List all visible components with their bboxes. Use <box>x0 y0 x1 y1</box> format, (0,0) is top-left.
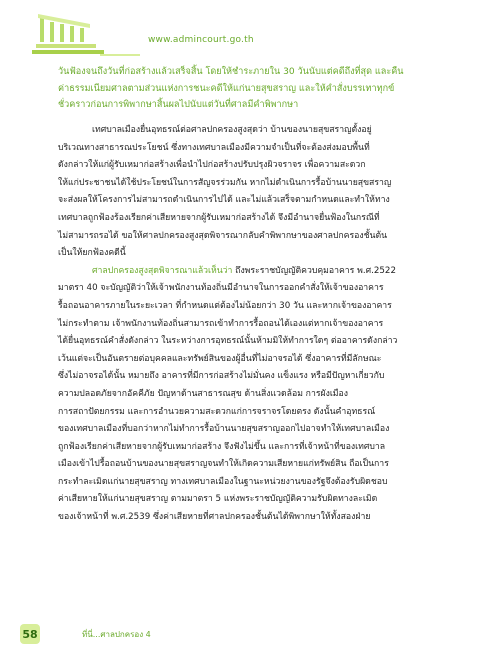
paragraph-appeal <box>58 122 460 263</box>
text-line: เทศบาลเมืองยื่นอุทธรณ์ต่อศาลปกครองสูงสุดว่า บ้านของนายสุขสราญตั้งอยู่ <box>92 125 372 135</box>
text-line: ซึ่งไม่อาจรอได้นั้น หมายถึง อาคารที่มีการก่อสร้างไม่มั่นคง แข็งแรง หรือมีปัญหาเกี่ยวกับ <box>58 371 385 382</box>
text-line: เทศบาลถูกฟ้องร้องเรียกค่าเสียหายจากผู้รับเหมาก่อสร้างได้ จึงมีอำนาจยื่นฟ้องในกรณีที่ <box>58 212 380 223</box>
text-line: ดังกล่าวให้แก่ผู้รับเหมาก่อสร้างเพื่อนำไปก่อสร้างปรับปรุงผิวจราจร เพื่อความสะดวก <box>58 160 366 171</box>
text-line: ให้แก่ประชาชนได้ใช้ประโยชน์ในการสัญจรร่วมกัน หากไม่ดำเนินการรื้อบ้านนายสุขสราญ <box>58 177 392 188</box>
text-line: เมืองเข้าไปรื้อถอนบ้านของนายสุขสราญจนทำให้เกิดความเสียหายแก่ทรัพย์สิน ถือเป็นการ <box>58 459 389 470</box>
text-line: รื้อถอนอาคารภายในระยะเวลา ที่กำหนดแต่ต้องไม่น้อยกว่า 30 วัน และหากเจ้าของอาคาร <box>58 300 392 311</box>
footer-title: ที่นี่...ศาลปกครอง 4 <box>82 630 151 639</box>
page-footer <box>20 624 280 644</box>
paragraph-ruling <box>58 263 460 527</box>
text-line: กระทำละเมิดแก่นายสุขสราญ ทางเทศบาลเมืองในฐานะหน่วยงานของรัฐจึงต้องรับผิดชอบ <box>58 476 388 487</box>
site-url[interactable]: www.admincourt.go.th <box>148 35 254 45</box>
text-line <box>58 263 460 281</box>
ruling-highlight: ศาลปกครองสูงสุดพิจารณาแล้วเห็นว่า <box>92 265 233 276</box>
intro-line: ชั่วคราวก่อนการพิพากษาสิ้นผลไปนับแต่วันที่ศาลมีคำพิพากษา <box>58 100 299 110</box>
text-line: ถูกฟ้องเรียกค่าเสียหายจากผู้รับเหมาก่อสร้าง จึงฟังไม่ขึ้น และการที่เจ้าหน้าที่ของเทศบาล <box>58 441 386 452</box>
text-line: จะส่งผลให้โครงการไม่สามารถดำเนินการไปได้ และไม่แล้วเสร็จตามกำหนดและทำให้ทาง <box>58 195 390 206</box>
intro-line: วันฟ้องจนถึงวันที่ก่อสร้างแล้วเสร็จสิ้น โดยให้ชำระภายใน 30 วันนับแต่คดีถึงที่สุด และคืน <box>58 67 404 77</box>
text-line: การสถาปัตยกรรม และการอำนวยความสะดวกแก่การจราจรโดยตรง ดังนั้นคำอุทธรณ์ <box>58 406 376 417</box>
text-line: เว้นแต่จะเป็นอันตรายต่อบุคคลและทรัพย์สินของผู้อื่นที่ไม่อาจรอได้ ซึ่งอาคารที่มีลักษณะ <box>58 353 382 364</box>
page-number: 58 <box>20 624 40 644</box>
intro-summary <box>58 64 458 114</box>
court-logo-icon <box>30 14 140 60</box>
text-line: เป็นให้ยกฟ้องคดีนี้ <box>58 248 126 259</box>
text-line: มาตรา 40 จะบัญญัติว่าให้เจ้าพนักงานท้องถิ่นมีอำนาจในการออกคำสั่งให้เจ้าของอาคาร <box>58 283 384 294</box>
intro-line: ค่าธรรมเนียมศาลตามส่วนแห่งการชนะคดีให้แก่นายสุขสราญ และให้คำสั่งบรรเทาทุกข์ <box>58 83 395 94</box>
text-line: ของเจ้าหน้าที่ พ.ศ.2539 ซึ่งค่าเสียหายที่ศาลปกครองชั้นต้นได้พิพากษาให้ทั้งสองฝ่าย <box>58 512 371 523</box>
text-line: ความปลอดภัยจากอัคคีภัย ปัญหาด้านสาธารณสุข ด้านสิ่งแวดล้อม การผังเมือง <box>58 388 348 399</box>
court-logo <box>30 14 140 60</box>
text-line: ค่าเสียหายให้แก่นายสุขสราญ ตามมาตรา 5 แห่งพระราชบัญญัติความรับผิดทางละเมิด <box>58 494 378 505</box>
body-content <box>58 122 460 527</box>
text-line: บริเวณทางสาธารณประโยชน์ ซึ่งทางเทศบาลเมืองมีความจำเป็นที่จะต้องส่งมอบพื้นที่ <box>58 142 370 153</box>
text-line: ไม่กระทำตาม เจ้าพนักงานท้องถิ่นสามารถเข้าทำการรื้อถอนได้เองแต่หากเจ้าของอาคาร <box>58 318 384 329</box>
ruling-first-rest: ถึงพระราชบัญญัติควบคุมอาคาร พ.ศ.2522 <box>232 265 396 276</box>
text-line: ไม่สามารถรอได้ ขอให้ศาลปกครองสูงสุดพิจารณากลับคำพิพากษาของศาลปกครองชั้นต้น <box>58 230 388 241</box>
text-line: ของเทศบาลเมืองที่บอกว่าหากไม่ทำการรื้อบ้านนายสุขสราญออกไปอาจทำให้เทศบาลเมือง <box>58 424 390 435</box>
text-line: ได้ยื่นอุทธรณ์คำสั่งดังกล่าว ในระหว่างการอุทธรณ์นั้นห้ามมิให้ทำการใดๆ ต่ออาคารดังกล่าว <box>58 336 398 347</box>
